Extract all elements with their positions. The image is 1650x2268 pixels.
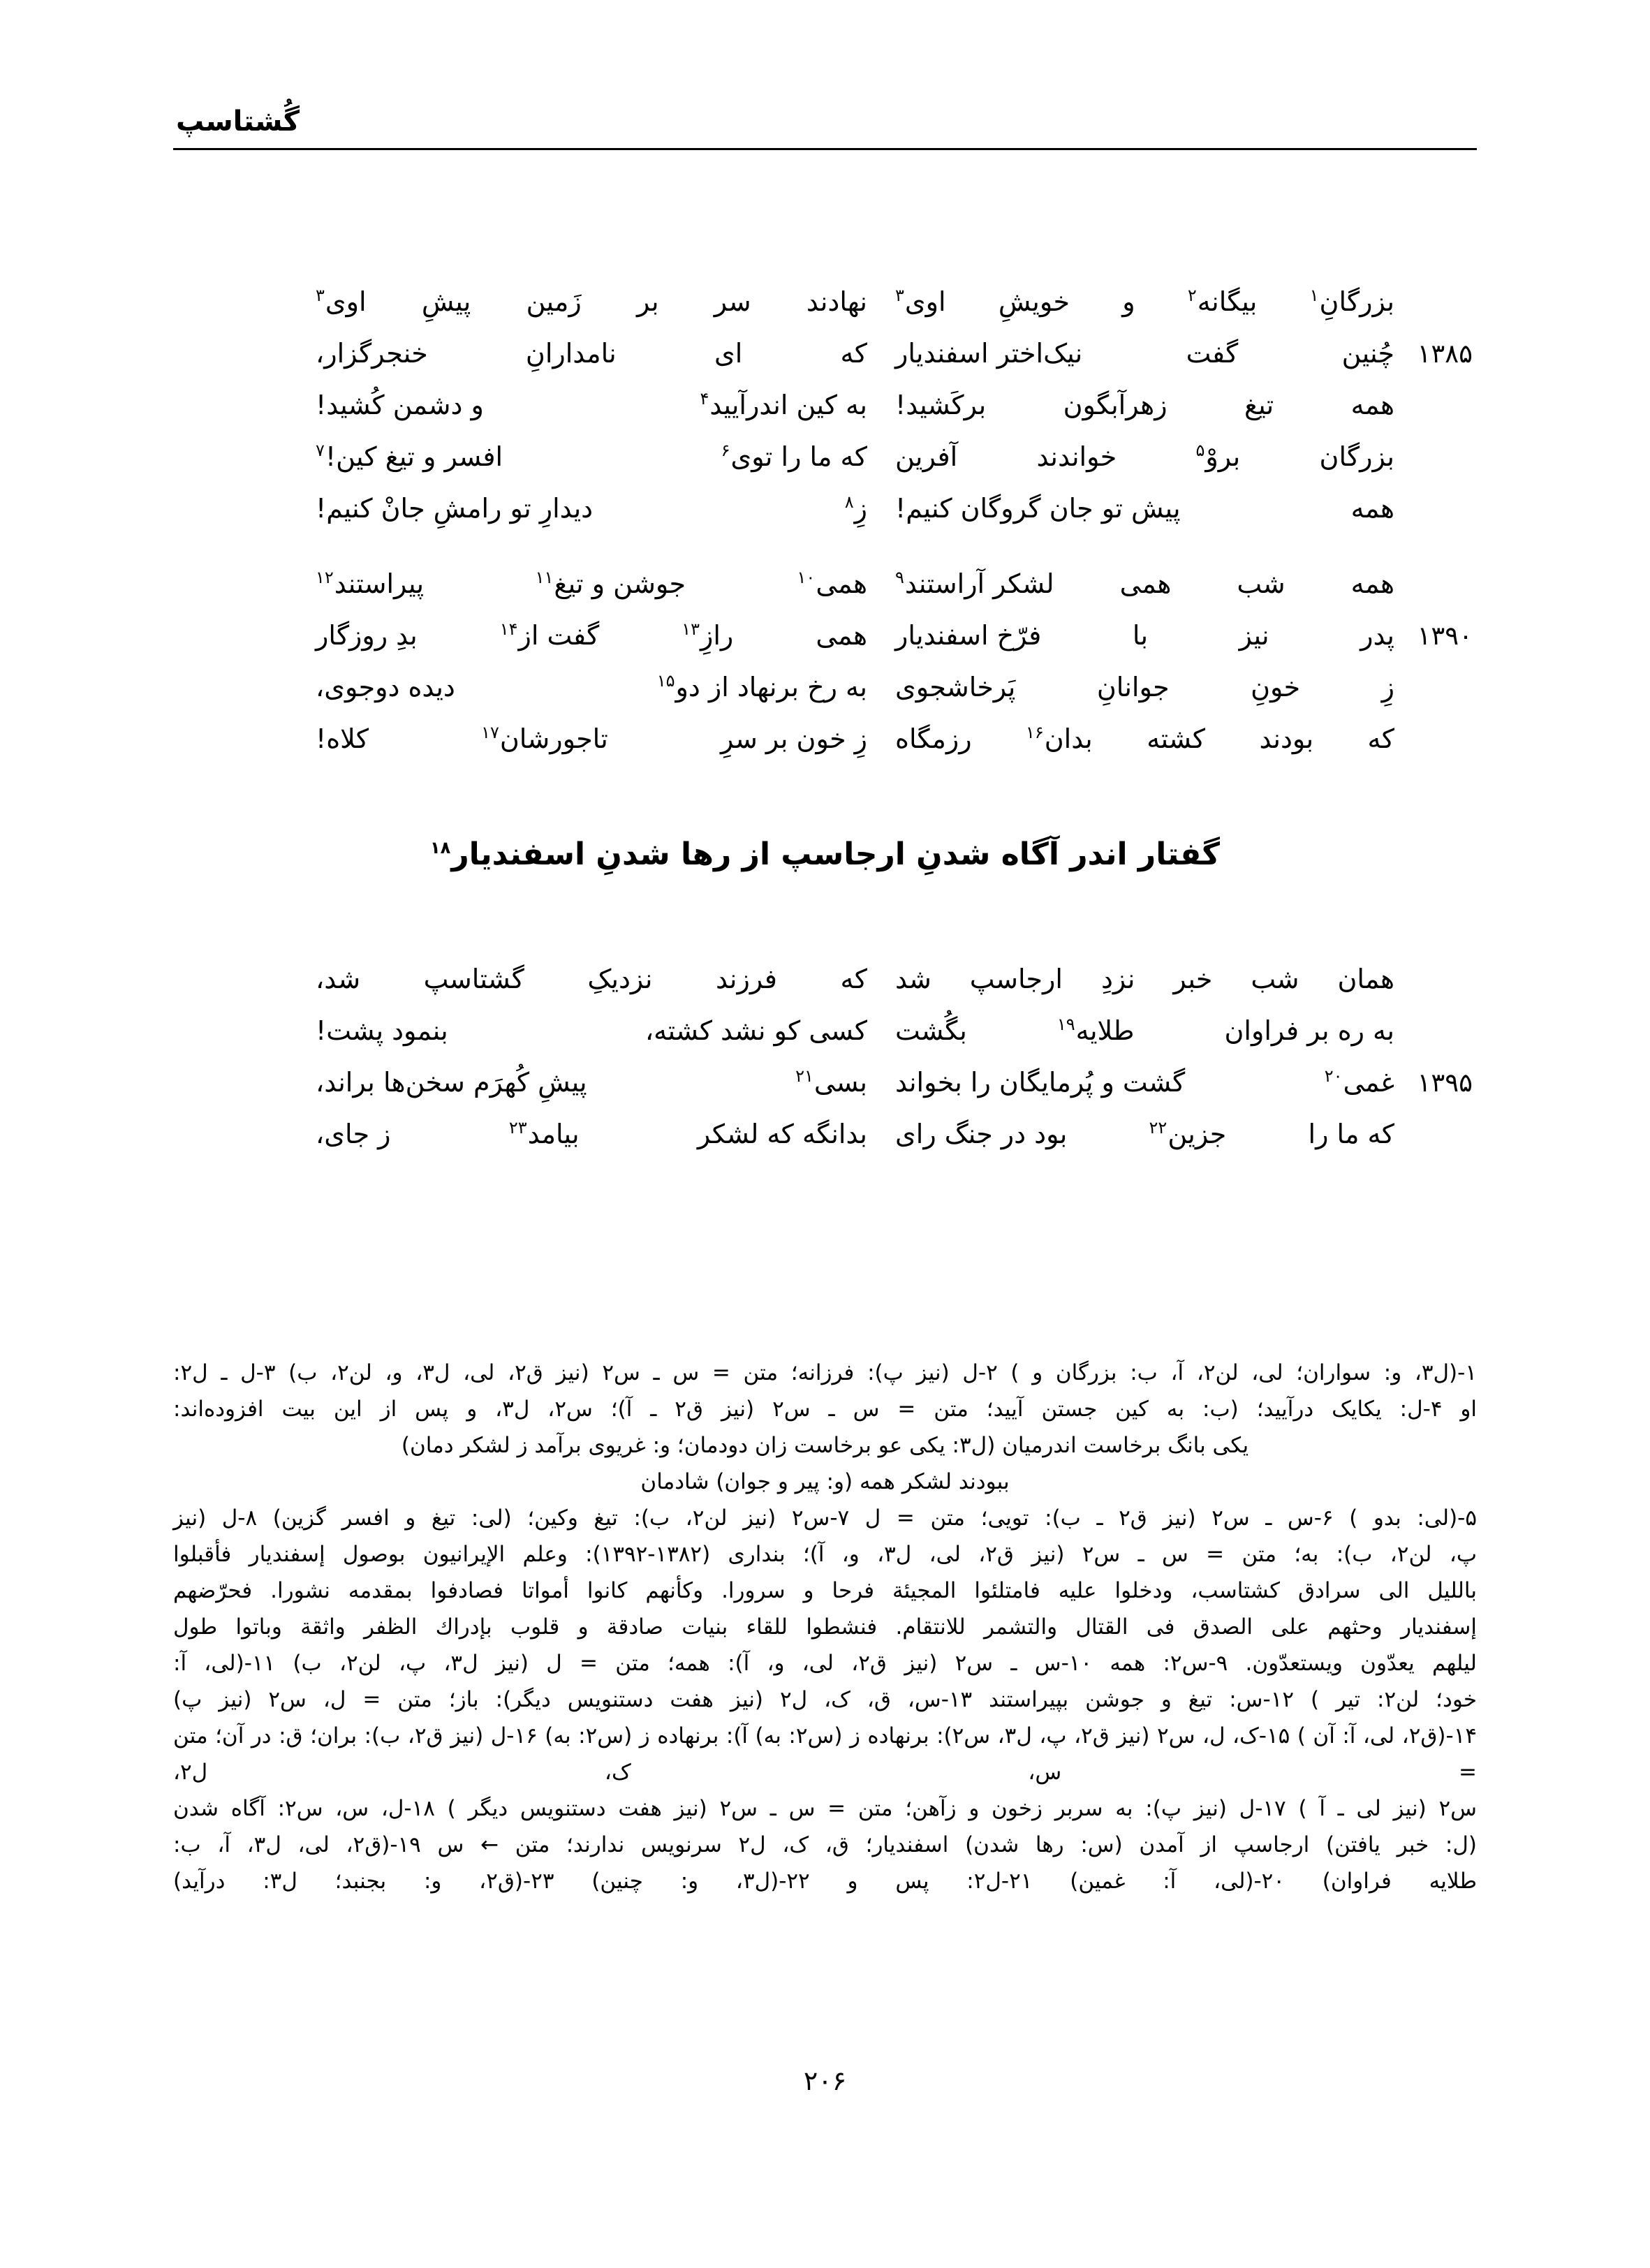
- verse-word: بسی$^{۲۱}$: [795, 1066, 867, 1098]
- verse-word: همه: [1350, 568, 1394, 599]
- footnote-ref: ۴: [700, 389, 709, 409]
- verse-word: کسی کو نشد کشته،: [644, 1015, 867, 1046]
- verse-number: ۱۳۹۵: [1417, 1068, 1473, 1098]
- verse-word: به کین اندرآیید$^۴$: [700, 389, 867, 420]
- verse-word: به ره بر فراوان: [1224, 1015, 1394, 1046]
- footnote-ref: ۱۱: [535, 568, 554, 588]
- apparatus-line: او ۴-ل: یکایک درآیید؛ (ب: به کین جستن آیید؛ متن = س ـ س۲ (نیز ق۲ ـ آ)؛ س۲، ل۳، و پس از این بیت افزوده‌اند:: [173, 1397, 1477, 1422]
- hemistich-left: [316, 1005, 867, 1056]
- verse-word: به رخ برنهاد از دو$^{۱۵}$: [656, 671, 867, 702]
- verse-word: خونِ: [1251, 672, 1301, 702]
- verse-line: [173, 483, 1477, 534]
- hemistich-left: [316, 558, 867, 610]
- apparatus-line: بالليل الى سرادق كشتاسب، ودخلوا عليه فامتلئوا المجيئة فرحا و سرورا. وكأنهم كانوا أمواتا فصادفوا بمقدمه نشورا. فحرّضهم: [173, 1578, 1477, 1603]
- verse-line: [173, 276, 1477, 327]
- verse-word: زِ: [1381, 672, 1394, 702]
- stanza-1395: [173, 953, 1477, 1160]
- hemistich-left: [316, 1108, 867, 1160]
- apparatus-line: ليلهم يعدّون ويستعدّون. ۹-س۲: همه ۱۰-س ـ س۲ (نیز ق۲، لی، و، آ): همه؛ متن = ل (نیز ل۳، پ، لن۲، ب) ۱۱-(لی، آ:: [173, 1651, 1477, 1676]
- verse-word: بروْ$^۵$: [1195, 441, 1241, 472]
- apparatus-line: خود؛ لن۲: تیر ) ۱۲-س: تیغ و جوشن بپیراستند ۱۳-س، ق، ک، ل۲ (نیز هفت دستنویس دیگر): باز؛ متن = ل، س۲ (نیز پ): [173, 1687, 1478, 1712]
- verse-word: همی$^{۱۰}$: [797, 568, 867, 599]
- apparatus-line: پ، لن۲، ب): به؛ متن = س ـ س۲ (نیز ق۲، لی، ل۳، و، آ)؛ بنداری (۱۳۸۲-۱۳۹۲): وعلم الإيرانيون بوصول إسفنديار فأقبلوا: [173, 1542, 1478, 1567]
- hemistich-left: [316, 1056, 867, 1108]
- verse-word: پیشِ: [421, 286, 471, 317]
- verse-word: خبر: [1173, 964, 1213, 994]
- verse-word: گفت: [1186, 338, 1239, 369]
- footnote-ref: ۱۹: [1056, 1015, 1075, 1035]
- stanza-1385: [173, 276, 1477, 534]
- verse-word: نهادند: [806, 286, 867, 317]
- verse-word: دیده دوجوی،: [316, 672, 455, 702]
- page-number: ۲۰۶: [803, 2066, 847, 2096]
- verse-word: زَمین: [526, 286, 582, 317]
- verse-word: تاجورشان$^{۱۷}$: [481, 723, 608, 754]
- hemistich-right: [867, 1108, 1394, 1160]
- verse-line: [173, 558, 1477, 610]
- verse-word: نامدارانِ: [525, 338, 617, 369]
- footnote-ref: ۷: [316, 441, 325, 461]
- verse-word: پیشِ کُهرَم سخن‌ها براند،: [316, 1067, 587, 1098]
- hemistich-left: [316, 276, 867, 327]
- verse-line: [173, 327, 1477, 379]
- verse-word: کلاه!: [316, 723, 369, 754]
- verse-word: شد: [895, 964, 931, 994]
- hemistich-right: [867, 1005, 1394, 1056]
- verse-word: پیش تو جان گروگان کنیم!: [895, 493, 1181, 524]
- section-heading-text: گفتار اندر آگاه شدنِ ارجاسپ از رها شدنِ اسفندیار: [451, 837, 1220, 872]
- verse-word: برکَشید!: [895, 390, 987, 420]
- verse-word: گفت از$^{۱۴}$: [499, 619, 600, 651]
- verse-word: همه: [1350, 390, 1394, 420]
- footnote-ref: ۵: [1195, 441, 1205, 461]
- verse-word: لشکر آراستند$^۹$: [895, 568, 1054, 599]
- verse-word: بدِ روزگار: [316, 620, 418, 651]
- verse-word: ای: [714, 338, 743, 369]
- apparatus-line: ۵-(لی: بدو ) ۶-س ـ س۲ (نیز ق۲ ـ ب): تویی؛ متن = ل ۷-س۲ (نیز لن۲، ب): تیغ وکین؛ (لی: تیغ و افسر گزین) ۸-ل (نیز: [173, 1505, 1478, 1531]
- verse-word: بزرگان: [1319, 441, 1394, 472]
- apparatus-line: طلایه فراوان) ۲۰-(لی، آ: غمین) ۲۱-ل۲: پس و ۲۲-(ل۳، و: چنین) ۲۳-(ق۲، و: بجنبد؛ ل۳: درآید): [173, 1869, 1478, 1894]
- hemistich-right: [867, 610, 1394, 661]
- footnote-ref: ۱: [1309, 286, 1319, 306]
- footnote-ref: ۲۱: [795, 1066, 813, 1087]
- apparatus-line: ببودند لشکر همه (و: پیر و جوان) شادمان: [640, 1469, 1010, 1494]
- verse-word: که ما را توی$^۶$: [721, 441, 867, 472]
- footnote-ref: ۱۸: [430, 838, 451, 858]
- verse-word: جوشن و تیغ$^{۱۱}$: [535, 568, 686, 599]
- page-header: [173, 105, 1477, 189]
- hemistich-left: [316, 661, 867, 713]
- footnote-ref: ۸: [844, 492, 854, 513]
- verse-word: بنمود پشت!: [316, 1015, 448, 1046]
- footnote-ref: ۱۴: [499, 619, 518, 640]
- verse-word: همه: [1350, 493, 1394, 524]
- verse-word: که: [840, 338, 867, 369]
- verse-word: که ما را: [1308, 1119, 1394, 1149]
- verse-word: رازِ$^{۱۳}$: [682, 619, 734, 651]
- hemistich-right: [867, 953, 1394, 1005]
- verse-word: خنجرگزار،: [316, 338, 428, 369]
- hemistich-right: [867, 276, 1394, 327]
- verse-word: و: [1122, 286, 1135, 317]
- hemistich-left: [316, 379, 867, 431]
- verse-line: [173, 1005, 1477, 1056]
- verse-line: [173, 379, 1477, 431]
- verse-word: نیک‌اختر اسفندیار: [895, 338, 1083, 369]
- verse-line: [173, 713, 1477, 765]
- footnote-ref: ۲: [1187, 286, 1197, 306]
- apparatus-line: س۲ (نیز لی ـ آ ) ۱۷-ل (نیز پ): به سربر زخون و زآهن؛ متن = س ـ س۲ (نیز هفت دستنویس دیگر ) ۱۸-ل، س، س۲: آگاه شدن: [173, 1796, 1477, 1821]
- verse-word: زهرآبگون: [1063, 390, 1167, 420]
- verse-word: گشتاسپ: [423, 964, 524, 994]
- hemistich-right: [867, 1056, 1394, 1108]
- verse-word: گشت و پُرمایگان را بخواند: [895, 1067, 1186, 1098]
- verse-word: شب: [1237, 568, 1286, 599]
- verse-area: [173, 276, 1477, 788]
- hemistich-left: [316, 483, 867, 534]
- verse-word: بدان$^{۱۶}$: [1025, 723, 1093, 754]
- verse-word: خویشِ: [998, 286, 1070, 317]
- verse-word: شب: [1251, 964, 1299, 994]
- footnote-ref: ۶: [721, 441, 730, 461]
- verse-word: نیز: [1239, 620, 1269, 651]
- verse-word: اوی$^۳$: [316, 286, 367, 317]
- verse-word: ارجاسپ: [969, 964, 1063, 994]
- verse-word: دیدارِ تو رامشِ جانْ کنیم!: [316, 493, 594, 524]
- footnote-ref: ۲۳: [508, 1118, 527, 1138]
- footnote-ref: ۱۳: [682, 619, 700, 640]
- verse-word: غمی$^{۲۰}$: [1324, 1066, 1394, 1098]
- running-title: گُشتاسپ: [176, 105, 300, 138]
- verse-word: بگُشت: [895, 1015, 967, 1046]
- verse-word: همی: [816, 620, 867, 651]
- critical-apparatus: [173, 1355, 1477, 1899]
- verse-word: فرزند: [715, 964, 777, 994]
- verse-word: طلایه$^{۱۹}$: [1056, 1015, 1135, 1046]
- footnote-ref: ۱۵: [656, 671, 675, 691]
- stanza-1390: [173, 558, 1477, 765]
- verse-word: پَرخاشجوی: [895, 672, 1016, 702]
- verse-area-2: [173, 953, 1477, 1184]
- footnote-ref: ۱۶: [1025, 723, 1044, 743]
- verse-word: نزدِ: [1100, 964, 1135, 994]
- verse-word: اوی$^۳$: [895, 286, 946, 317]
- verse-line: [173, 610, 1477, 661]
- verse-word: نزدیکِ: [587, 964, 653, 994]
- verse-word: که: [1367, 723, 1394, 754]
- verse-word: تیغ: [1244, 390, 1274, 420]
- verse-word: پدر: [1360, 620, 1394, 651]
- header-rule: [173, 148, 1477, 150]
- apparatus-line: ۱۴-(ق۲، لی، آ: آن ) ۱۵-ک، ل، س۲ (نیز ق۲، پ، ل۳، س۲): برنهاده ز (س۲: به) آ): برنهاده ز (س۲: به) ۱۶-ل (نیز ق۲، ب): بران؛ ق: در آن؛ متن = س، ک، ل۲،: [173, 1723, 1478, 1785]
- footnote-ref: ۱۷: [481, 723, 499, 743]
- footnote-ref: ۱۲: [316, 568, 334, 588]
- footnote-ref: ۳: [316, 286, 325, 306]
- footnote-ref: ۱۰: [797, 568, 816, 588]
- verse-line: [173, 953, 1477, 1005]
- section-heading: [173, 834, 1477, 874]
- verse-word: همی: [1119, 568, 1172, 599]
- verse-word: چُنین: [1341, 338, 1394, 369]
- verse-word: خواندند: [1036, 441, 1117, 472]
- verse-word: زِ خون بر سرِ: [721, 723, 867, 754]
- verse-word: شد،: [316, 964, 361, 994]
- hemistich-right: [867, 713, 1394, 765]
- verse-word: و دشمن کُشید!: [316, 390, 484, 420]
- verse-word: افسر و تیغ کین!$^۷$: [316, 441, 503, 472]
- hemistich-left: [316, 327, 867, 379]
- hemistich-right: [867, 483, 1394, 534]
- verse-word: بر: [636, 286, 659, 317]
- hemistich-right: [867, 661, 1394, 713]
- apparatus-line: (ل: خبر یافتن) ارجاسپ از آمدن (س: رها شدن) اسفندیار؛ ق، ک، ل۲ سرنویس ندارند؛ متن ← س ۱۹-(ق۲، لی، ل۳، آ، ب:: [173, 1832, 1477, 1857]
- verse-word: سر: [714, 286, 751, 317]
- footnote-ref: ۳: [895, 286, 904, 306]
- verse-word: بیگانه$^۲$: [1187, 286, 1258, 317]
- verse-word: بدانگه که لشکر: [697, 1119, 867, 1149]
- apparatus-line: إسفنديار وحثهم على الصدق فى القتال والتشمر للانتقام. فنشطوا للقاء بنيات صادقة و قلوب بإدراك الظفر واثقة وباتوا طول: [173, 1614, 1477, 1640]
- verse-word: با: [1132, 620, 1149, 651]
- verse-word: پیراستند$^{۱۲}$: [316, 568, 425, 599]
- hemistich-right: [867, 327, 1394, 379]
- verse-word: زِ$^۸$: [844, 492, 867, 524]
- verse-word: که: [840, 964, 867, 994]
- verse-word: بود در جنگ رای: [895, 1119, 1068, 1149]
- hemistich-left: [316, 713, 867, 765]
- verse-word: ز جای،: [316, 1119, 391, 1149]
- hemistich-right: [867, 431, 1394, 483]
- hemistich-left: [316, 953, 867, 1005]
- verse-word: آفرین: [895, 441, 958, 472]
- footnote-ref: ۲۰: [1324, 1066, 1343, 1087]
- verse-word: فرّخ اسفندیار: [895, 620, 1042, 651]
- hemistich-right: [867, 379, 1394, 431]
- verse-word: بیامد$^{۲۳}$: [508, 1118, 580, 1149]
- verse-line: [173, 1108, 1477, 1160]
- footnote-ref: ۹: [895, 568, 904, 588]
- verse-line: [173, 661, 1477, 713]
- verse-line: [173, 1056, 1477, 1108]
- footnote-ref: ۲۲: [1149, 1118, 1167, 1138]
- verse-line: [173, 431, 1477, 483]
- hemistich-left: [316, 610, 867, 661]
- verse-number: ۱۳۸۵: [1417, 339, 1473, 369]
- verse-word: جوانانِ: [1096, 672, 1170, 702]
- verse-word: بزرگانِ$^۱$: [1309, 286, 1394, 317]
- verse-word: بودند: [1259, 723, 1314, 754]
- hemistich-right: [867, 558, 1394, 610]
- verse-word: رزمگاه: [895, 723, 972, 754]
- apparatus-line: ۱-(ل۳، و: سواران؛ لی، لن۲، آ، ب: بزرگان و ) ۲-ل (نیز پ): فرزانه؛ متن = س ـ س۲ (نیز ق۲، لی، ل۳، و، لن۲، ب) ۳-ل ـ ل۲:: [173, 1360, 1477, 1385]
- verse-number: ۱۳۹۰: [1417, 621, 1473, 651]
- verse-word: جزین$^{۲۲}$: [1149, 1118, 1227, 1149]
- hemistich-left: [316, 431, 867, 483]
- apparatus-line: یکی بانگ برخاست اندرمیان (ل۳: یکی عو برخاست زان دودمان؛ و: غریوی برآمد ز لشکر دمان): [401, 1433, 1249, 1458]
- verse-word: همان: [1337, 964, 1394, 994]
- verse-word: کشته: [1147, 723, 1206, 754]
